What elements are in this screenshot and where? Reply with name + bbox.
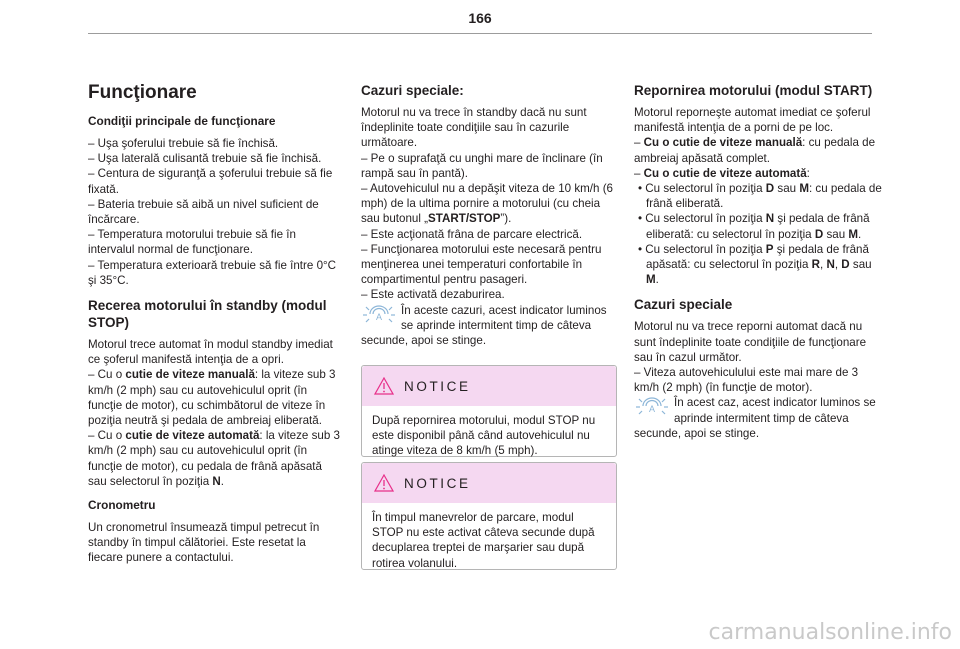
chrono-text: Un cronometrul însumează timpul petrecut în standby în timpul călătoriei. Este resetat la fiecare punere a contactului. — [88, 521, 320, 565]
standby-intro: Motorul trece automat în modul standby imediat ce şoferul manifestă intenţia de a opri. — [88, 338, 333, 367]
special-cases-intro: Motorul nu va trece reporni automat dacă nu sunt îndeplinite toate condiţiile de funcţionare sau în cazul următor. — [634, 320, 867, 364]
svg-text:A: A — [648, 404, 656, 415]
notice-text: După repornirea motorului, modul STOP nu este disponibil până când autovehiculul nu atinge viteza de 8 km/h (5 mph). — [372, 414, 596, 458]
indicator-note: A În aceste cazuri, acest indicator luminos se aprinde intermitent timp de câteva secunde, apoi se stinge. — [361, 303, 607, 348]
special-case-item: – Este acţionată frâna de parcare electrică. — [361, 227, 583, 241]
notice-box — [361, 365, 617, 457]
manual-gearbox-item: – Cu o cutie de viteze manuală: la viteze sub 3 km/h (2 mph) sau cu autovehiculul oprit (în funcţie de motor), cu schimbătorul de viteze în poziţia neutră şi pedala de ambreiaj eliberată. — [88, 368, 336, 428]
column-3 — [634, 82, 882, 441]
standby-heading: Recerea motorului în standby (modul STOP) — [88, 298, 327, 331]
chrono-heading: Cronometru — [88, 498, 156, 513]
special-case-item: – Autovehiculul nu a depăşit viteza de 10 km/h (6 mph) de la ultima pornire a motorului (cu cheia sau butonul „START/STOP”). — [361, 182, 613, 226]
selector-bullet: • Cu selectorul în poziţia D sau M: cu pedala de frână eliberată. — [638, 182, 882, 211]
watermark: carmanualsonline.info — [708, 620, 952, 645]
indicator-note: A În acest caz, acest indicator luminos se aprinde intermitent timp de câteva secunde, apoi se stinge. — [634, 396, 876, 440]
condition-item: – Temperatura exterioară trebuie să fie între 0°C şi 35°C. — [88, 258, 337, 287]
condition-item: – Uşa şoferului trebuie să fie închisă. — [88, 137, 279, 150]
selector-bullet: • Cu selectorul în poziţia N şi pedala de frână eliberată: cu selectorul în poziţia D sau M. — [638, 212, 870, 241]
header-rule — [88, 33, 872, 34]
special-case-item: – Este activată dezaburirea. — [361, 288, 505, 302]
special-case-item: – Viteza autovehiculului este mai mare de 3 km/h (2 mph) (în funcţie de motor). — [634, 366, 859, 395]
eco-auto-indicator-icon — [361, 303, 397, 323]
condition-item: – Centura de siguranţă a şoferului trebuie să fie fixată. — [88, 167, 333, 196]
manual-gearbox-item: – Cu o cutie de viteze manuală: cu pedala de ambreiaj apăsată complet. — [634, 136, 876, 165]
special-case-item: – Funcţionarea motorului este necesară pentru menţinerea unei temperaturi confortabile în compartimentul pentru pasageri. — [361, 242, 602, 287]
warning-triangle-icon — [374, 377, 394, 395]
condition-item: – Temperatura motorului trebuie să fie în intervalul normal de funcţionare. — [88, 228, 296, 257]
automatic-gearbox-item: – Cu o cutie de viteze automată: — [634, 166, 810, 180]
restart-intro: Motorul reporneşte automat imediat ce şoferul manifestă intenţia de a porni de pe loc. — [634, 106, 871, 135]
svg-text:A: A — [375, 311, 383, 322]
notice-title: NOTICE — [404, 475, 471, 491]
notice-text: În timpul manevrelor de parcare, modul STOP nu este activat câteva secunde după decuplarea treptei de marşarier sau după rotirea volanului. — [372, 511, 595, 570]
notice-header — [362, 366, 616, 406]
special-cases-heading: Cazuri speciale — [634, 297, 733, 313]
warning-triangle-icon — [374, 474, 394, 492]
page-number: 166 — [468, 10, 492, 26]
notice-header — [362, 463, 616, 503]
eco-auto-indicator-icon — [634, 395, 670, 415]
restart-heading: Repornirea motorului (modul START) — [634, 83, 873, 98]
section-title: Funcţionare — [88, 82, 197, 103]
condition-item: – Uşa laterală culisantă trebuie să fie închisă. — [88, 152, 322, 166]
selector-bullet: • Cu selectorul în poziţia P şi pedala de frână apăsată: cu selectorul în poziţia R, N, D sau M. — [638, 242, 872, 287]
special-case-item: – Pe o suprafaţă cu unghi mare de înclinare (în rampă sau în pantă). — [361, 151, 603, 180]
column-2 — [361, 82, 616, 348]
condition-item: – Bateria trebuie să aibă un nivel suficient de încărcare. — [88, 197, 319, 227]
conditions-heading: Condiţii principale de funcţionare — [88, 114, 276, 128]
column-1 — [88, 82, 342, 566]
notice-box — [361, 462, 617, 570]
special-cases-intro: Motorul nu va trece în standby dacă nu sunt îndeplinite toate condiţiile sau în cazurile următoare. — [361, 106, 587, 150]
special-cases-heading: Cazuri speciale: — [361, 83, 464, 98]
notice-title: NOTICE — [404, 378, 471, 394]
automatic-gearbox-item: – Cu o cutie de viteze automată: la viteze sub 3 km/h (2 mph) sau cu autovehiculul oprit (în funcţie de motor), cu pedala de frână apăsată sau selectorul în poziţia N. — [88, 429, 340, 488]
